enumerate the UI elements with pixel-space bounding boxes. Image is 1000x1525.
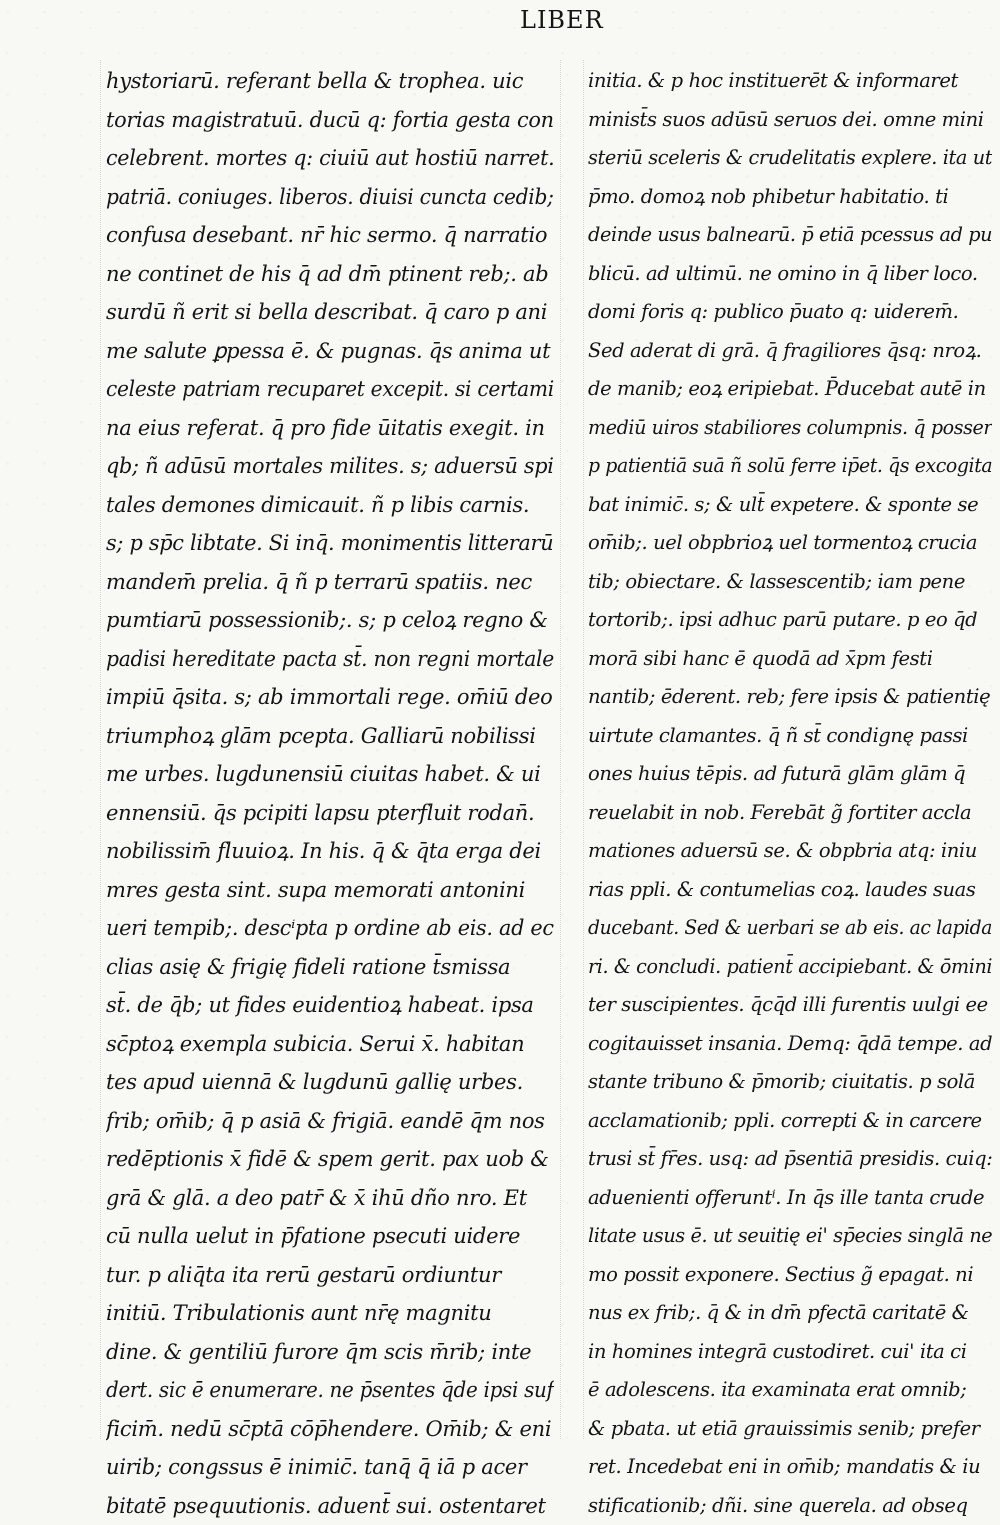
text-line: sc̄ptoꝝ exempla subicia. Serui x̄. habitan	[106, 1025, 554, 1064]
text-line: cogitauisset insania. Demq: q̄dā tempe. ad	[588, 1025, 992, 1064]
text-line: reuelabit in nob. Ferebāt g̃ fortiter accla	[588, 794, 992, 833]
text-line: s; p sp̄c libtate. Si inq̄. monimentis litterarū	[106, 524, 554, 563]
text-line: dine. & gentiliū furore q̄m scis m̄rib; inte	[106, 1333, 554, 1372]
text-line: redēptionis x̄ fidē & spem gerit. pax uob &	[106, 1140, 554, 1179]
text-line: bat inimic̄. s; & ult̄ expetere. & sponte se	[588, 486, 992, 525]
text-line: steriū sceleris & crudelitatis explere. ita ut	[588, 139, 992, 178]
text-line: ter suscipientes. q̄cq̄d illi furentis uulgi ee	[588, 986, 992, 1025]
text-line: ne continet de his q̄ ad dm̄ ptinent reb;. ab	[106, 255, 554, 294]
text-line: confusa desebant. nr̄ hic sermo. q̄ narratio	[106, 216, 554, 255]
text-line: ducebant. Sed & uerbari se ab eis. ac lapida	[588, 909, 992, 948]
text-line: ueri tempib;. descⁱpta p ordine ab eis. ad ec	[106, 909, 554, 948]
text-line: minist̄s suos adūsū seruos dei. omne mini	[588, 101, 992, 140]
text-line: domi foris q: publico p̄uato q: uiderem̄.	[588, 293, 992, 332]
text-line: rias ppli. & contumelias coꝝ. laudes suas	[588, 871, 992, 910]
text-line: & pbata. ut etiā grauissimis senib; prefer	[588, 1410, 992, 1449]
text-line: morā sibi hanc ē quodā ad x̄pm festi	[588, 640, 992, 679]
text-line: initiū. Tribulationis aunt nr̄ę magnitu	[106, 1294, 554, 1333]
text-line: mres gesta sint. supa memorati antonini	[106, 871, 554, 910]
text-line: clias asię & frigię fideli ratione t̄smissa	[106, 948, 554, 987]
text-line: me salute ꝑpessa ē. & pugnas. q̄s anima ut	[106, 332, 554, 371]
text-line: nobilissim̄ fluuioꝝ. In his. q̄ & q̄ta erga dei	[106, 832, 554, 871]
running-head: LIBER	[520, 6, 640, 34]
text-line: ret. Incedebat eni in om̄ib; mandatis & iu	[588, 1448, 992, 1487]
text-line: dert. sic ē enumerare. ne p̄sentes q̄de ipsi suf	[106, 1371, 554, 1410]
text-line: triumphoꝝ glām pcepta. Galliarū nobilissi	[106, 717, 554, 756]
text-line: frib; om̄ib; q̄ p asiā & frigiā. eandē q̄m nos	[106, 1102, 554, 1141]
text-line: tes apud uiennā & lugdunū gallię urbes.	[106, 1063, 554, 1102]
text-line: mationes aduersū se. & obpbria atq: iniu	[588, 832, 992, 871]
right-text-column	[588, 62, 992, 1525]
text-line: mediū uiros stabiliores columpnis. q̄ posser	[588, 409, 992, 448]
text-line: uirib; congssus ē inimic̄. tanq̄ q̄ iā p acer	[106, 1448, 554, 1487]
text-line: blicū. ad ultimū. ne omino in q̄ liber loco.	[588, 255, 992, 294]
text-line: tur. p aliq̄ta ita rerū gestarū ordiuntur	[106, 1256, 554, 1295]
ruling-line	[100, 60, 101, 1439]
text-line: cū nulla uelut in p̄fatione psecuti uidere	[106, 1217, 554, 1256]
text-line: ones huius tēpis. ad futurā glām glām q̄	[588, 755, 992, 794]
text-line: qb; ñ adūsū mortales milites. s; aduersū spi	[106, 447, 554, 486]
text-line: initia. & p hoc instituerēt & informaret	[588, 62, 992, 101]
text-line: me urbes. lugdunensiū ciuitas habet. & ui	[106, 755, 554, 794]
text-line: litate usus ē. ut seuitię ei' sp̄ecies singlā ne	[588, 1217, 992, 1256]
text-line: nantib; ēderent. reb; fere ipsis & patientię	[588, 678, 992, 717]
text-line: stificationib; dñi. sine querela. ad obseq	[588, 1487, 992, 1525]
text-line: deinde usus balnearū. p̄ etiā pcessus ad pu	[588, 216, 992, 255]
text-line: p patientiā suā ñ solū ferre ip̄et. q̄s excogita	[588, 447, 992, 486]
text-line: grā & glā. a deo patr̄ & x̄ ihū dño nro. Et	[106, 1179, 554, 1218]
text-line: padisi hereditate pacta st̄. non regni mortale	[106, 640, 554, 679]
text-line: aduenienti offeruntⁱ. In q̄s ille tanta crude	[588, 1179, 992, 1218]
text-line: acclamationib; ppli. correpti & in carcere	[588, 1102, 992, 1141]
text-line: p̄mo. domoꝝ nob phibetur habitatio. ti	[588, 178, 992, 217]
text-line: tortorib;. ipsi adhuc parū putare. p eo q̄d	[588, 601, 992, 640]
text-line: celeste patriam recuparet excepit. si certami	[106, 370, 554, 409]
text-line: ri. & concludi. patient̄ accipiebant. & ōmini	[588, 948, 992, 987]
text-line: surdū ñ erit si bella describat. q̄ caro p ani	[106, 293, 554, 332]
text-line: patriā. coniuges. liberos. diuisi cuncta cedib;	[106, 178, 554, 217]
ruling-line	[560, 60, 561, 1439]
text-line: in homines integrā custodiret. cui' ita ci	[588, 1333, 992, 1372]
text-line: torias magistratuū. ducū q: fortia gesta con	[106, 101, 554, 140]
text-line: Sed aderat di grā. q̄ fragiliores q̄sq: nroꝝ.	[588, 332, 992, 371]
text-line: impiū q̄sita. s; ab immortali rege. om̄iū deo	[106, 678, 554, 717]
text-line: uirtute clamantes. q̄ ñ st̄ condignę passi	[588, 717, 992, 756]
text-line: ennensiū. q̄s pcipiti lapsu pterfluit rodan̄.	[106, 794, 554, 833]
text-line: celebrent. mortes q: ciuiū aut hostiū narret.	[106, 139, 554, 178]
text-line: bitatē psequutionis. aduent̄ sui. ostentaret	[106, 1487, 554, 1525]
text-line: tib; obiectare. & lassescentib; iam pene	[588, 563, 992, 602]
text-line: trusi st̄ fr̄es. usq: ad p̄sentiā presidis. cuiq:	[588, 1140, 992, 1179]
text-line: tales demones dimicauit. ñ p libis carnis.	[106, 486, 554, 525]
text-line: hystoriarū. referant bella & trophea. uic	[106, 62, 554, 101]
text-line: pumtiarū possessionib;. s; p celoꝝ regno &	[106, 601, 554, 640]
left-text-column	[106, 62, 554, 1525]
text-line: nus ex frib;. q̄ & in dm̄ pfectā caritatē &	[588, 1294, 992, 1333]
text-line: stante tribuno & p̄morib; ciuitatis. p solā	[588, 1063, 992, 1102]
ruling-line	[583, 60, 584, 1439]
text-line: st̄. de q̄b; ut fides euidentioꝝ habeat. ipsa	[106, 986, 554, 1025]
text-line: mo possit exponere. Sectius g̃ epagat. ni	[588, 1256, 992, 1295]
text-line: ficim̄. nedū sc̄ptā cōp̄hendere. Om̄ib; & eni	[106, 1410, 554, 1449]
text-line: om̄ib;. uel obpbrioꝝ uel tormentoꝝ crucia	[588, 524, 992, 563]
text-line: mandem̄ prelia. q̄ ñ p terrarū spatiis. nec	[106, 563, 554, 602]
text-line: de manib; eoꝝ eripiebat. P̄ducebat autē in	[588, 370, 992, 409]
text-line: na eius referat. q̄ pro fide ūitatis exegit. in	[106, 409, 554, 448]
text-line: ē adolescens. ita examinata erat omnib;	[588, 1371, 992, 1410]
